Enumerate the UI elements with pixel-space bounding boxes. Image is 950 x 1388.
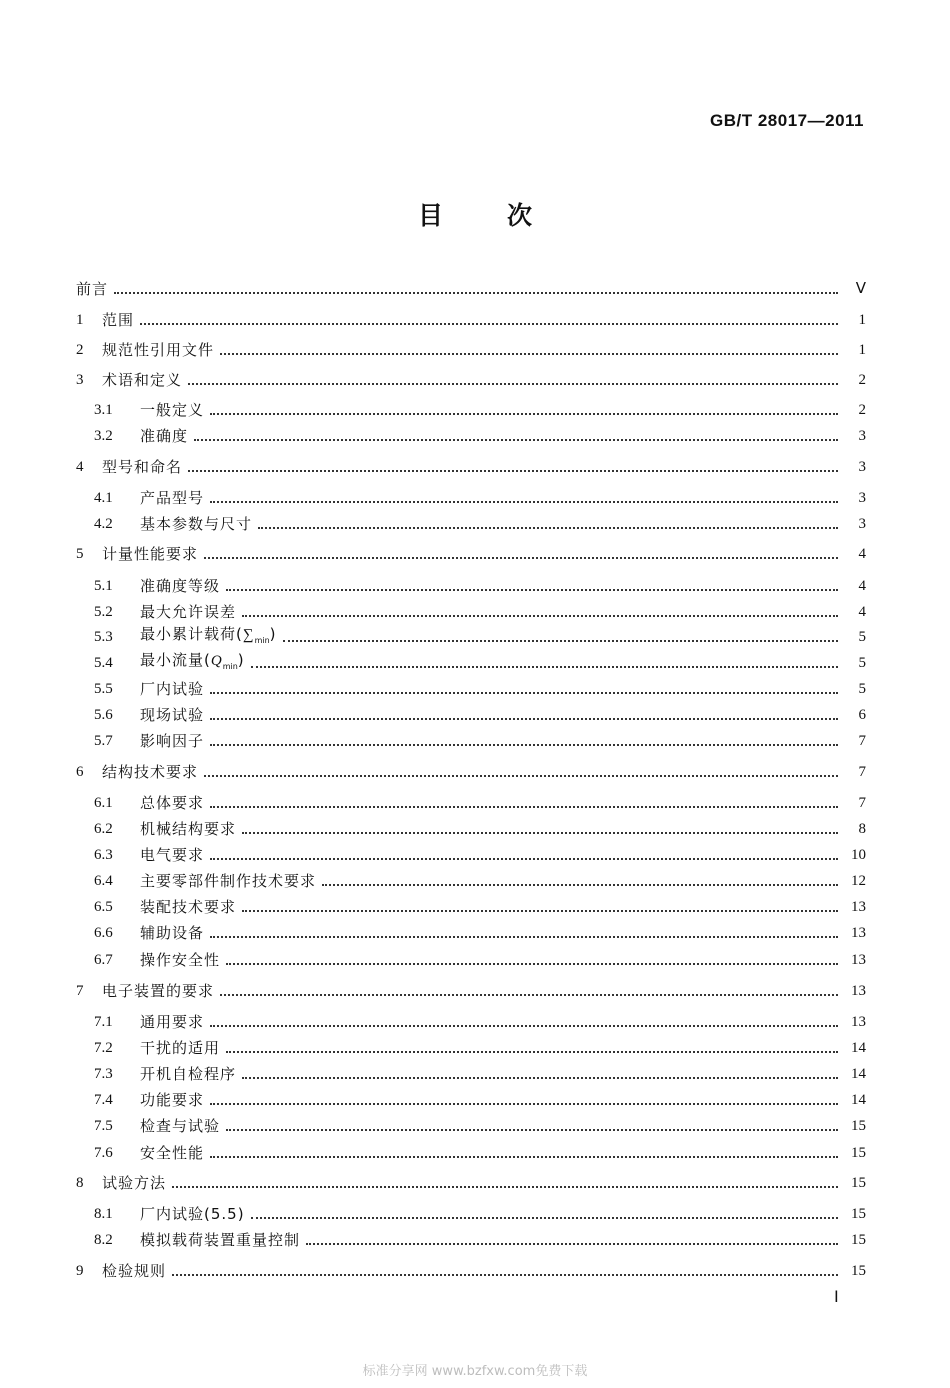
toc-entry-title [140, 702, 204, 728]
toc-entry-title-text: 最小累计载荷( [140, 624, 243, 643]
toc-entry-title-text: 电子装置的要求 [102, 982, 215, 1000]
toc-entry-title [102, 337, 214, 363]
toc-leader-dots [172, 1273, 838, 1276]
toc-entry[interactable] [76, 454, 866, 480]
toc-entry-page-number: 15 [851, 1175, 866, 1191]
toc-entry-title [102, 454, 182, 480]
toc-leader-dots [226, 588, 838, 591]
toc-entry[interactable] [76, 650, 866, 676]
toc-leader-dots [114, 291, 838, 294]
toc-entry-number: 6.1 [94, 795, 113, 811]
toc-entry-title [102, 759, 198, 785]
toc-entry-title [140, 894, 236, 920]
toc-entry-page-number: 13 [851, 899, 866, 915]
toc-entry[interactable] [76, 1009, 866, 1035]
toc-entry-title-text: 开机自检程序 [140, 1065, 237, 1083]
toc-entry[interactable] [76, 947, 866, 973]
toc-entry-title-text: 机械结构要求 [140, 820, 237, 838]
toc-entry-title [140, 397, 204, 423]
toc-entry-title-text: 最小流量( [140, 650, 211, 669]
toc-entry[interactable] [76, 894, 866, 920]
toc-entry-title [140, 1113, 220, 1139]
toc-entry-title-text: 干扰的适用 [140, 1039, 221, 1057]
toc-entry-page-number: 7 [858, 795, 866, 811]
toc-entry-page-number: 15 [851, 1232, 866, 1248]
toc-entry-number: 7.2 [94, 1040, 113, 1056]
toc-entry-title-text: 现场试验 [140, 706, 205, 724]
toc-entry-title-text: 检查与试验 [140, 1117, 221, 1135]
toc-entry-title-subscript: min [254, 635, 270, 645]
toc-entry-number: 6.7 [94, 952, 113, 968]
title-char-1: 目 [417, 201, 443, 230]
toc-entry-number: 6.5 [94, 899, 113, 915]
toc-entry-title [140, 842, 204, 868]
toc-entry[interactable] [76, 676, 866, 702]
toc-entry-title-text: 电气要求 [140, 846, 205, 864]
toc-entry[interactable] [76, 541, 866, 567]
toc-leader-dots [210, 805, 838, 808]
toc-entry[interactable] [76, 307, 866, 333]
toc-entry-title [140, 790, 204, 816]
toc-entry-number: 5.1 [94, 578, 113, 594]
toc-entry-title-text: 准确度等级 [140, 577, 221, 595]
title-char-2: 次 [507, 201, 533, 230]
toc-entry-title [140, 1201, 245, 1227]
toc-entry-number: 4.2 [94, 516, 113, 532]
toc-entry-page-number: 3 [858, 516, 866, 532]
toc-entry-title-text: 术语和定义 [102, 371, 183, 389]
toc-entry-title-text: 厂内试验 [140, 680, 205, 698]
toc-entry-title-text: 厂内试验(5.5) [140, 1205, 245, 1223]
toc-entry-title-text: 型号和命名 [102, 458, 183, 476]
toc-leader-dots [226, 1050, 838, 1053]
toc-entry[interactable] [76, 276, 866, 302]
toc-leader-dots [226, 962, 838, 965]
toc-entry-page-number: 7 [858, 733, 866, 749]
toc-entry-number: 5.5 [94, 681, 113, 697]
toc-leader-dots [172, 1185, 838, 1188]
toc-entry-page-number: 15 [851, 1145, 866, 1161]
toc-entry-number: 8 [76, 1175, 84, 1191]
toc-leader-dots [242, 831, 838, 834]
toc-entry-page-number: 1 [858, 342, 866, 358]
toc-leader-dots [140, 322, 838, 325]
standard-code: GB/T 28017—2011 [710, 111, 864, 130]
toc-entry-title-text: 范围 [102, 311, 135, 329]
toc-entry-title-text: 通用要求 [140, 1013, 205, 1031]
toc-leader-dots [210, 717, 838, 720]
toc-entry-title [140, 423, 188, 449]
toc-entry[interactable] [76, 573, 866, 599]
toc-entry-title [140, 728, 204, 754]
toc-leader-dots [306, 1242, 838, 1245]
toc-entry-page-number: 14 [851, 1066, 866, 1082]
toc-entry[interactable] [76, 842, 866, 868]
toc-entry-title [140, 511, 252, 537]
toc-entry-page-number: 4 [858, 578, 866, 594]
toc-entry[interactable] [76, 337, 866, 363]
toc-entry-page-number: 13 [851, 952, 866, 968]
toc-entry-page-number: 13 [851, 925, 866, 941]
toc-entry[interactable] [76, 702, 866, 728]
toc-entry-number: 8.2 [94, 1232, 113, 1248]
toc-entry-title [140, 868, 316, 894]
toc-entry[interactable] [76, 1170, 866, 1196]
toc-entry-page-number: 15 [851, 1206, 866, 1222]
toc-entry[interactable] [76, 759, 866, 785]
toc-entry-page-number: Ⅴ [855, 281, 866, 297]
toc-entry-title-text: 计量性能要求 [102, 545, 199, 563]
toc-leader-dots [210, 412, 838, 415]
toc-entry-page-number: 5 [858, 629, 866, 645]
toc-entry-number: 6.3 [94, 847, 113, 863]
toc-entry-title [140, 647, 245, 680]
toc-entry-title-text: 检验规则 [102, 1262, 167, 1280]
toc-entry-number: 3.1 [94, 402, 113, 418]
toc-entry-page-number: 1 [858, 312, 866, 328]
toc-entry[interactable] [76, 978, 866, 1004]
toc-entry-title [102, 307, 134, 333]
toc-leader-dots [242, 614, 838, 617]
toc-entry[interactable] [76, 1087, 866, 1113]
toc-entry-number: 7.6 [94, 1145, 113, 1161]
toc-entry-title-text: 结构技术要求 [102, 763, 199, 781]
toc-entry-title-text: 一般定义 [140, 401, 205, 419]
toc-entry-page-number: 15 [851, 1118, 866, 1134]
toc-entry-page-number: 4 [858, 604, 866, 620]
toc-entry-title [140, 1061, 236, 1087]
toc-leader-dots [251, 1216, 838, 1219]
toc-entry-number: 5.2 [94, 604, 113, 620]
toc-leader-dots [188, 382, 838, 385]
toc-entry-title-end: ) [237, 650, 245, 669]
toc-entry[interactable] [76, 1140, 866, 1166]
toc-entry[interactable] [76, 1227, 866, 1253]
toc-leader-dots [242, 909, 838, 912]
toc-entry-title [140, 1140, 204, 1166]
toc-entry-title [140, 485, 204, 511]
toc-leader-dots [322, 883, 838, 886]
toc-entry-title [76, 276, 108, 302]
toc-entry-title-text: 主要零部件制作技术要求 [140, 872, 317, 890]
toc-entry-number: 7.3 [94, 1066, 113, 1082]
toc-leader-dots [210, 743, 838, 746]
toc-entry-number: 8.1 [94, 1206, 113, 1222]
toc-entry-number: 5.4 [94, 655, 113, 671]
toc-entry-title [102, 1170, 166, 1196]
toc-entry[interactable] [76, 920, 866, 946]
toc-entry-title-text: 试验方法 [102, 1174, 167, 1192]
toc-entry-page-number: 2 [858, 402, 866, 418]
page-title [0, 196, 950, 232]
toc-leader-dots [258, 526, 838, 529]
toc-leader-dots [242, 1076, 838, 1079]
toc-entry-title-text: 准确度 [140, 427, 189, 445]
toc-entry-title-text: 辅助设备 [140, 924, 205, 942]
toc-entry[interactable] [76, 868, 866, 894]
toc-entry-page-number: 3 [858, 459, 866, 475]
toc-entry-title-text: 安全性能 [140, 1144, 205, 1162]
toc-entry-title-text: 最大允许误差 [140, 603, 237, 621]
toc-leader-dots [188, 469, 838, 472]
toc-entry-title-text: 影响因子 [140, 732, 205, 750]
toc-entry-page-number: 12 [851, 873, 866, 889]
toc-leader-dots [220, 993, 838, 996]
toc-entry[interactable] [76, 511, 866, 537]
toc-entry-page-number: 5 [858, 655, 866, 671]
toc-entry[interactable] [76, 816, 866, 842]
toc-entry-number: 7.1 [94, 1014, 113, 1030]
toc-entry[interactable] [76, 1258, 866, 1284]
toc-entry-title-text: 总体要求 [140, 794, 205, 812]
toc-entry[interactable] [76, 485, 866, 511]
toc-entry-page-number: 7 [858, 764, 866, 780]
toc-entry-title [102, 541, 198, 567]
toc-leader-dots [210, 691, 838, 694]
toc-entry-title-symbol: Q [210, 652, 223, 669]
toc-entry-title-text: 装配技术要求 [140, 898, 237, 916]
toc-entry-title-text: 操作安全性 [140, 951, 221, 969]
toc-entry-title [140, 1087, 204, 1113]
toc-leader-dots [210, 1155, 838, 1158]
toc-entry-number: 9 [76, 1263, 84, 1279]
toc-entry-title-text: 基本参数与尺寸 [140, 515, 253, 533]
toc-entry-title-text: 规范性引用文件 [102, 341, 215, 359]
toc-entry-number: 6 [76, 764, 84, 780]
toc-entry-number: 6.6 [94, 925, 113, 941]
toc-entry[interactable] [76, 1035, 866, 1061]
toc-entry-page-number: 8 [858, 821, 866, 837]
toc-leader-dots [194, 438, 838, 441]
toc-leader-dots [204, 774, 838, 777]
watermark: 标准分享网 www.bzfxw.com免费下载 [362, 1364, 588, 1379]
toc-entry[interactable] [76, 367, 866, 393]
toc-entry-number: 5.7 [94, 733, 113, 749]
toc-entry-number: 3.2 [94, 428, 113, 444]
toc-entry-title-subscript: min [222, 661, 238, 671]
toc-leader-dots [251, 665, 838, 668]
toc-entry-title-text: 产品型号 [140, 489, 205, 507]
toc-entry[interactable] [76, 397, 866, 423]
toc-entry-page-number: 15 [851, 1263, 866, 1279]
toc-entry-title [140, 1035, 220, 1061]
toc-entry-title [102, 367, 182, 393]
toc-entry-page-number: 6 [858, 707, 866, 723]
toc-entry-title [102, 978, 214, 1004]
toc-entry-title-text: 前言 [76, 280, 109, 298]
toc-leader-dots [220, 352, 838, 355]
toc-entry-title [140, 1009, 204, 1035]
toc-entry-number: 5 [76, 546, 84, 562]
toc-entry-page-number: 14 [851, 1040, 866, 1056]
toc-entry-page-number: 13 [851, 1014, 866, 1030]
toc-entry-number: 6.2 [94, 821, 113, 837]
toc-leader-dots [210, 857, 838, 860]
toc-entry[interactable] [76, 1113, 866, 1139]
toc-entry-number: 5.3 [94, 629, 113, 645]
toc-entry-page-number: 5 [858, 681, 866, 697]
toc-entry-title-symbol: ∑ [242, 626, 255, 643]
toc-entry-title-end: ) [269, 624, 277, 643]
toc-entry-number: 5.6 [94, 707, 113, 723]
toc-entry-title [140, 947, 220, 973]
toc-leader-dots [210, 1102, 838, 1105]
toc-entry-number: 6.4 [94, 873, 113, 889]
toc-entry-title-text: 模拟载荷装置重量控制 [140, 1231, 301, 1249]
toc-entry-number: 3 [76, 372, 84, 388]
toc-entry[interactable] [76, 790, 866, 816]
toc-entry-page-number: 4 [858, 546, 866, 562]
toc-entry-title [140, 676, 204, 702]
toc-entry-number: 2 [76, 342, 84, 358]
toc-leader-dots [283, 639, 838, 642]
toc-entry-page-number: 3 [858, 490, 866, 506]
toc-entry[interactable] [76, 423, 866, 449]
toc-leader-dots [204, 556, 838, 559]
toc-entry-number: 7.5 [94, 1118, 113, 1134]
toc-entry-number: 7 [76, 983, 84, 999]
toc-entry[interactable] [76, 1061, 866, 1087]
toc-entry-number: 4 [76, 459, 84, 475]
toc-entry-title-text: 功能要求 [140, 1091, 205, 1109]
toc-entry-number: 1 [76, 312, 84, 328]
toc-entry[interactable] [76, 728, 866, 754]
toc-entry-title [140, 573, 220, 599]
toc-entry-number: 4.1 [94, 490, 113, 506]
toc-entry-page-number: 13 [851, 983, 866, 999]
page-folio: Ⅰ [834, 1289, 839, 1306]
toc-entry-page-number: 3 [858, 428, 866, 444]
toc-leader-dots [210, 1024, 838, 1027]
toc-entry-title [140, 1227, 300, 1253]
toc-leader-dots [210, 500, 838, 503]
toc-leader-dots [226, 1128, 838, 1131]
toc-entry-number: 7.4 [94, 1092, 113, 1108]
toc-entry-title [140, 816, 236, 842]
toc-entry-title [102, 1258, 166, 1284]
toc-entry-page-number: 14 [851, 1092, 866, 1108]
toc-entry-page-number: 10 [851, 847, 866, 863]
toc-entry[interactable] [76, 1201, 866, 1227]
toc-leader-dots [210, 935, 838, 938]
toc-entry-title [140, 920, 204, 946]
toc-entry-page-number: 2 [858, 372, 866, 388]
